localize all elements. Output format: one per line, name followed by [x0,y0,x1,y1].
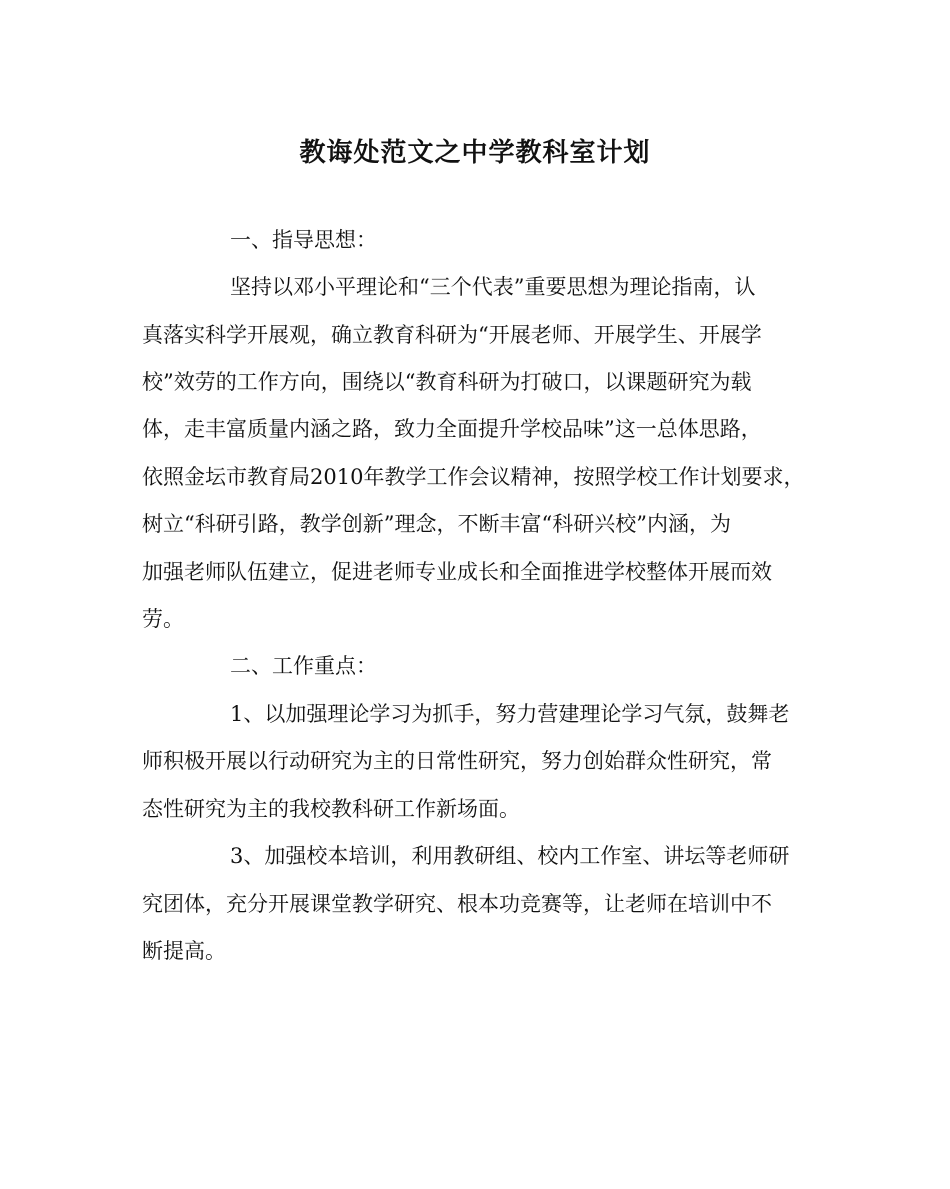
section-heading-guiding-thought: 一、指导思想： [230,228,377,252]
paragraph-line: 师积极开展以行动研究为主的日常性研究，努力创始群众性研究，常 [142,749,772,773]
paragraph-line: 态性研究为主的我校教科研工作新场面。 [142,797,520,821]
paragraph-line: 坚持以邓小平理论和“三个代表”重要思想为理论指南，认 [230,275,756,299]
paragraph-line: 真落实科学开展观，确立教育科研为“开展老师、开展学生、开展学 [142,323,762,347]
paragraph-line: 3、加强校本培训，利用教研组、校内工作室、讲坛等老师研 [230,844,790,868]
paragraph-line: 加强老师队伍建立，促进老师专业成长和全面推进学校整体开展而效 [142,560,772,584]
paragraph-line: 劳。 [142,607,184,631]
section-heading-work-focus: 二、工作重点： [230,654,377,678]
paragraph-line: 体，走丰富质量内涵之路，致力全面提升学校品味”这一总体思路， [142,417,762,441]
paragraph-line: 断提高。 [142,939,226,963]
paragraph-line: 依照金坛市教育局2010年教学工作会议精神，按照学校工作计划要求， [142,465,805,489]
paragraph-line: 校”效劳的工作方向，围绕以“教育科研为打破口，以课题研究为载 [142,370,752,394]
document-title: 教诲处范文之中学教科室计划 [299,138,651,168]
paragraph-line: 1、以加强理论学习为抓手，努力营建理论学习气氛，鼓舞老 [230,702,790,726]
paragraph-line: 树立“科研引路，教学创新”理念，不断丰富“科研兴校”内涵，为 [142,512,731,536]
paragraph-line: 究团体，充分开展课堂教学研究、根本功竞赛等，让老师在培训中不 [142,892,772,916]
